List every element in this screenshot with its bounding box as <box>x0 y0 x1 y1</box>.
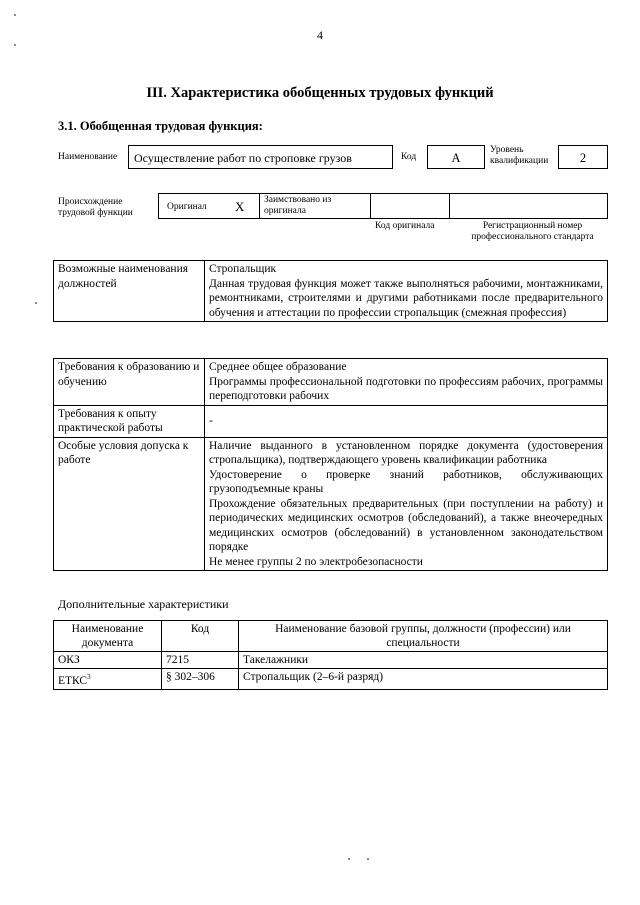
function-heading: 3.1. Обобщенная трудовая функция: <box>58 119 263 133</box>
function-name-box: Осуществление работ по строповке грузов <box>128 145 393 169</box>
row-name: Такелажники <box>239 652 608 669</box>
positions-table <box>53 260 608 322</box>
admission-line: Прохождение обязательных предварительных (при поступлении на работу) и периодических медицинских осмотров (обследований), а также внеочередных медицинских осмотров (обследований) в установленном законодательством порядке <box>209 497 603 553</box>
positions-label: Возможные наименования должностей <box>54 261 205 322</box>
header-name: Наименование базовой группы, должности (профессии) или специальности <box>239 621 608 652</box>
table-row <box>54 359 608 406</box>
row-doc <box>54 669 162 690</box>
row-doc <box>54 652 162 669</box>
table-row <box>54 652 608 669</box>
origin-label: Происхождение трудовой функции <box>58 197 133 218</box>
experience-cell: - <box>205 405 608 437</box>
table-row <box>54 405 608 437</box>
row-code: 7215 <box>162 652 239 669</box>
row-name: Стропальщик (2–6-й разряд) <box>239 669 608 690</box>
scan-speck <box>367 858 369 860</box>
table-row <box>54 261 608 322</box>
table-header-row <box>54 621 608 652</box>
positions-line: Данная трудовая функция может также выполняться рабочими, монтажниками, ремонтниками, строителями и другими работниками после предварительного обучения и аттестации по профессии стропальщик (смежная профессия) <box>209 277 603 319</box>
original-label: Оригинал <box>167 202 207 212</box>
education-line: Программы профессиональной подготовки по профессиям рабочих, программы переподготовки рабочих <box>209 375 603 402</box>
doc-name: ЕТКС <box>58 674 88 687</box>
admission-line: Не менее группы 2 по электробезопасности <box>209 555 423 568</box>
level-label: Уровень квалификации <box>490 145 549 166</box>
origin-box <box>158 193 608 219</box>
scan-speck <box>14 44 16 46</box>
original-mark: Х <box>235 199 245 214</box>
level-box: 2 <box>558 145 608 169</box>
additional-table <box>53 620 608 690</box>
header-doc: Наименование документа <box>54 621 162 652</box>
requirements-table <box>53 358 608 571</box>
function-code-box: А <box>427 145 485 169</box>
experience-label: Требования к опыту практической работы <box>54 405 205 437</box>
footnote-ref: 3 <box>87 673 91 681</box>
scan-speck <box>35 302 37 304</box>
scan-speck <box>348 858 350 860</box>
page-number: 4 <box>317 28 323 42</box>
divider <box>370 193 371 219</box>
code-original-caption: Код оригинала <box>375 221 435 231</box>
divider <box>449 193 450 219</box>
admission-line: Удостоверение о проверке знаний работников, обслуживающих грузоподъемные краны <box>209 468 603 495</box>
scan-speck <box>14 14 16 16</box>
doc-name: ОКЗ <box>58 654 80 666</box>
header-code: Код <box>162 621 239 652</box>
table-row <box>54 669 608 690</box>
education-cell <box>205 359 608 406</box>
admission-label: Особые условия допуска к работе <box>54 437 205 571</box>
row-code: § 302–306 <box>162 669 239 690</box>
divider <box>259 193 260 219</box>
code-label: Код <box>401 152 417 162</box>
name-label: Наименование <box>58 152 118 162</box>
reg-number-caption: Регистрационный номер профессионального стандарта <box>471 221 594 242</box>
education-label: Требования к образованию и обучению <box>54 359 205 406</box>
admission-line: Наличие выданного в установленном порядке документа (удостоверения стропальщика), подтверждающего уровень квалификации работника <box>209 439 603 466</box>
table-row <box>54 437 608 571</box>
education-line: Среднее общее образование <box>209 361 347 373</box>
positions-cell <box>205 261 608 322</box>
section-title: III. Характеристика обобщенных трудовых функций <box>146 85 494 101</box>
positions-line: Стропальщик <box>209 263 277 275</box>
additional-title: Дополнительные характеристики <box>58 597 229 611</box>
admission-cell <box>205 437 608 571</box>
borrowed-label: Заимствовано из оригинала <box>264 195 332 216</box>
